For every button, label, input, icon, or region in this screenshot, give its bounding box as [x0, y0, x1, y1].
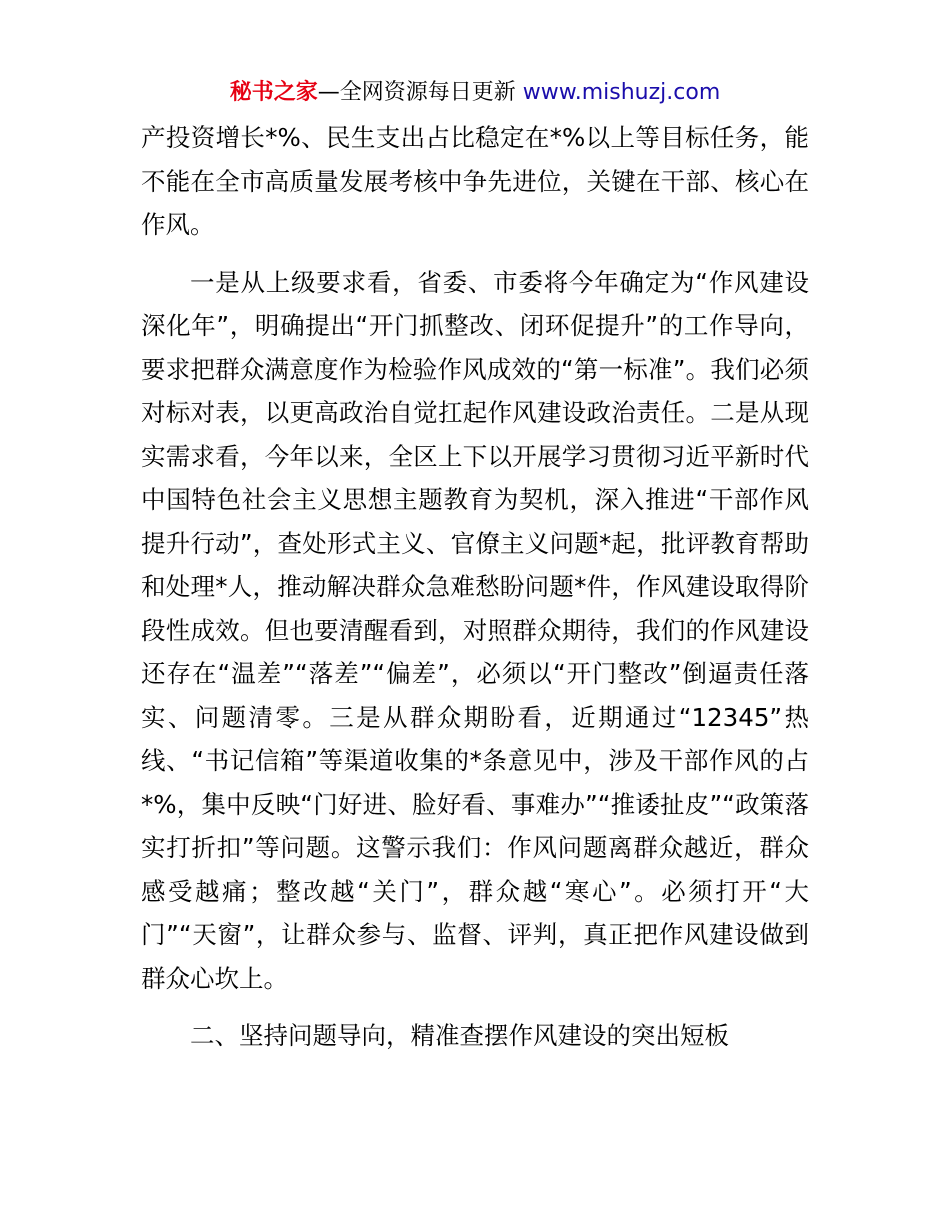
paragraph-analysis: 一是从上级要求看，省委、市委将今年确定为“作风建设深化年”，明确提出“开门抓整改、闭环促提升”的工作导向，要求把群众满意度作为检验作风成效的“第一标准”。我们必须对标对表，以更高政治自觉扛起作风建设政治责任。二是从现实需求看，今年以来，全区上下以开展学习贯彻习近平新时代中国特色社会主义思想主题教育为契机，深入推进“干部作风提升行动”，查处形式主义、官僚主义问题*起，批评教育帮助和处理*人，推动解决群众急难愁盼问题*件，作风建设取得阶段性成效。但也要清醒看到，对照群众期待，我们的作风建设还存在“温差”“落差”“偏差”，必须以“开门整改”倒逼责任落实、问题清零。三是从群众期盼看，近期通过“12345”热线、“书记信箱”等渠道收集的*条意见中，涉及干部作风的占*%，集中反映“门好进、脸好看、事难办”“推诿扯皮”“政策落实打折扣”等问题。这警示我们：作风问题离群众越近，群众感受越痛；整改越“关门”，群众越“寒心”。必须打开“大门”“天窗”，让群众参与、监督、评判，真正把作风建设做到群众心坎上。: [141, 267, 809, 993]
site-url-link[interactable]: www.mishuzj.com: [522, 80, 721, 105]
brand-name: 秘书之家: [229, 80, 318, 105]
section-heading: 二、坚持问题导向，精准查摆作风建设的突出短板: [190, 1021, 729, 1050]
paragraph-continuation: 产投资增长*%、民生支出占比稳定在*%以上等目标任务，能不能在全市高质量发展考核中争先进位，关键在干部、核心在作风。: [141, 123, 809, 239]
header-tagline: —全网资源每日更新: [317, 80, 516, 105]
site-header: [0, 78, 950, 108]
document-body: [141, 116, 809, 1058]
